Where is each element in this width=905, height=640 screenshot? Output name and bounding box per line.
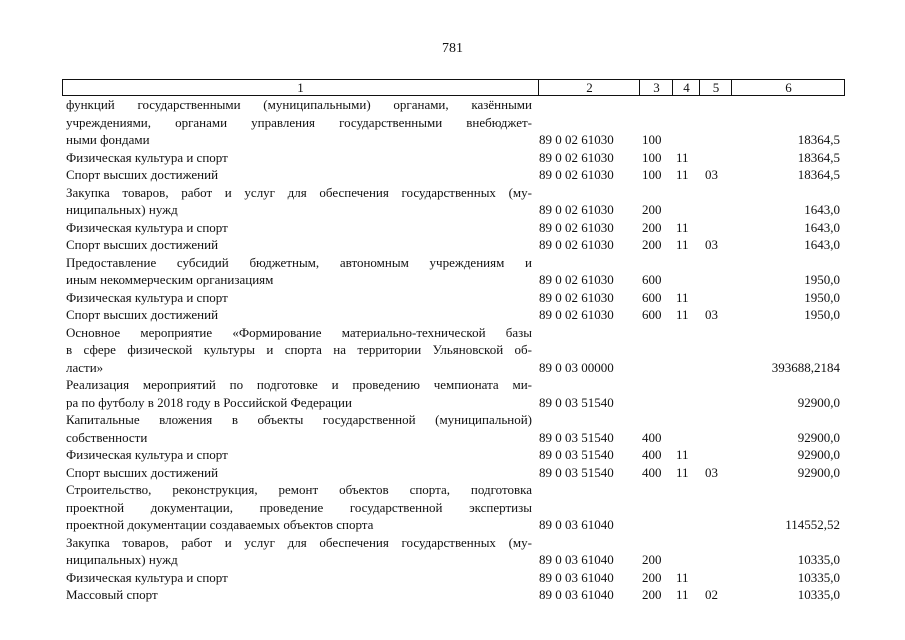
table-row bbox=[62, 464, 845, 482]
description-line: Закупка товаров, работ и услуг для обеспечения государственных (му- bbox=[66, 184, 532, 200]
expense-type: 200 bbox=[642, 219, 662, 235]
section: 11 bbox=[676, 587, 689, 602]
description-line: Физическая культура и спорт bbox=[66, 447, 228, 462]
section: 11 bbox=[676, 447, 689, 462]
header-col-6: 6 bbox=[731, 80, 845, 95]
subsection: 03 bbox=[705, 307, 718, 322]
section: 11 bbox=[676, 167, 689, 182]
table-row bbox=[62, 569, 845, 587]
description-line: Спорт высших достижений bbox=[66, 307, 219, 322]
description-line: функций государственными (муниципальными) органами, казёнными bbox=[66, 97, 532, 112]
table-row bbox=[62, 411, 845, 446]
table-header bbox=[62, 79, 845, 96]
expense-type: 200 bbox=[642, 237, 662, 252]
description-line: в сфере физической культуры и спорта на территории Ульяновской об- bbox=[66, 342, 532, 357]
target-code: 89 0 02 61030 bbox=[539, 272, 614, 287]
description-line: проектной документации создаваемых объектов спорта bbox=[66, 517, 374, 532]
table-row bbox=[62, 219, 845, 237]
table-row bbox=[62, 376, 845, 411]
target-code: 89 0 02 61030 bbox=[539, 289, 614, 305]
description-line: Спорт высших достижений bbox=[66, 464, 219, 480]
section: 11 bbox=[676, 569, 689, 585]
row-description bbox=[62, 236, 532, 254]
amount: 92900,0 bbox=[797, 447, 840, 462]
section: 11 bbox=[676, 237, 689, 252]
description-line: ра по футболу в 2018 году в Российской Федерации bbox=[66, 394, 352, 410]
description-line: ниципальных) нужд bbox=[66, 202, 178, 217]
expense-type: 200 bbox=[642, 552, 662, 567]
description-line: учреждениями, органами управления государственными внебюджет- bbox=[66, 114, 532, 130]
target-code: 89 0 03 61040 bbox=[539, 587, 614, 602]
description-line: Спорт высших достижений bbox=[66, 167, 219, 182]
target-code: 89 0 02 61030 bbox=[539, 307, 614, 322]
description-line: проектной документации, проведение государственной экспертизы bbox=[66, 499, 532, 515]
target-code: 89 0 02 61030 bbox=[539, 167, 614, 182]
target-code: 89 0 02 61030 bbox=[539, 132, 614, 147]
row-description bbox=[62, 481, 532, 534]
table-row bbox=[62, 236, 845, 254]
amount: 92900,0 bbox=[797, 394, 840, 410]
expense-type: 200 bbox=[642, 587, 662, 602]
description-line: собственности bbox=[66, 429, 148, 445]
header-col-4: 4 bbox=[672, 80, 700, 95]
target-code: 89 0 03 61040 bbox=[539, 517, 614, 532]
row-description bbox=[62, 166, 532, 184]
expense-type: 200 bbox=[642, 569, 662, 585]
target-code: 89 0 02 61030 bbox=[539, 219, 614, 235]
row-description bbox=[62, 376, 532, 411]
table-row bbox=[62, 306, 845, 324]
row-description bbox=[62, 149, 532, 167]
amount: 10335,0 bbox=[797, 587, 840, 602]
section: 11 bbox=[676, 289, 689, 305]
amount: 10335,0 bbox=[797, 552, 840, 567]
row-description bbox=[62, 534, 532, 569]
expense-type: 200 bbox=[642, 202, 662, 217]
expense-type: 100 bbox=[642, 132, 662, 147]
expense-type: 600 bbox=[642, 289, 662, 305]
description-line: Массовый спорт bbox=[66, 587, 158, 602]
target-code: 89 0 03 51540 bbox=[539, 447, 614, 462]
expense-type: 600 bbox=[642, 307, 662, 322]
target-code: 89 0 03 61040 bbox=[539, 569, 614, 585]
expense-type: 400 bbox=[642, 447, 662, 462]
amount: 1643,0 bbox=[804, 237, 840, 252]
table-row bbox=[62, 96, 845, 149]
subsection: 03 bbox=[705, 464, 718, 480]
header-col-5: 5 bbox=[699, 80, 732, 95]
table-row bbox=[62, 446, 845, 464]
amount: 92900,0 bbox=[797, 464, 840, 480]
target-code: 89 0 02 61030 bbox=[539, 237, 614, 252]
table-row bbox=[62, 184, 845, 219]
row-description bbox=[62, 289, 532, 307]
description-line: иным некоммерческим организациям bbox=[66, 272, 274, 287]
description-line: Закупка товаров, работ и услуг для обеспечения государственных (му- bbox=[66, 534, 532, 550]
row-description bbox=[62, 306, 532, 324]
section: 11 bbox=[676, 149, 689, 165]
amount: 393688,2184 bbox=[771, 359, 840, 375]
description-line: ниципальных) нужд bbox=[66, 552, 178, 567]
description-line: Физическая культура и спорт bbox=[66, 219, 228, 235]
target-code: 89 0 03 51540 bbox=[539, 394, 614, 410]
expense-type: 400 bbox=[642, 429, 662, 445]
description-line: Физическая культура и спорт bbox=[66, 569, 228, 585]
row-description bbox=[62, 254, 532, 289]
row-description bbox=[62, 569, 532, 587]
subsection: 03 bbox=[705, 237, 718, 252]
table-row bbox=[62, 289, 845, 307]
row-description bbox=[62, 324, 532, 377]
expense-type: 100 bbox=[642, 167, 662, 182]
amount: 18364,5 bbox=[797, 167, 840, 182]
subsection: 03 bbox=[705, 167, 718, 182]
target-code: 89 0 03 00000 bbox=[539, 359, 614, 375]
table-row bbox=[62, 481, 845, 534]
subsection: 02 bbox=[705, 587, 718, 602]
row-description bbox=[62, 446, 532, 464]
amount: 92900,0 bbox=[797, 429, 840, 445]
description-line: Предоставление субсидий бюджетным, автономным учреждениям и bbox=[66, 254, 532, 270]
description-line: Капитальные вложения в объекты государственной (муниципальной) bbox=[66, 412, 532, 427]
amount: 1950,0 bbox=[804, 289, 840, 305]
section: 11 bbox=[676, 464, 689, 480]
table-body bbox=[62, 96, 845, 604]
row-description bbox=[62, 184, 532, 219]
expense-type: 400 bbox=[642, 464, 662, 480]
expense-type: 600 bbox=[642, 272, 662, 287]
table-row bbox=[62, 166, 845, 184]
target-code: 89 0 03 51540 bbox=[539, 464, 614, 480]
description-line: Физическая культура и спорт bbox=[66, 289, 228, 305]
table-row bbox=[62, 149, 845, 167]
target-code: 89 0 02 61030 bbox=[539, 149, 614, 165]
amount: 1950,0 bbox=[804, 272, 840, 287]
amount: 18364,5 bbox=[797, 149, 840, 165]
section: 11 bbox=[676, 219, 689, 235]
target-code: 89 0 03 51540 bbox=[539, 429, 614, 445]
table-row bbox=[62, 586, 845, 604]
description-line: Строительство, реконструкция, ремонт объектов спорта, подготовка bbox=[66, 482, 532, 497]
target-code: 89 0 02 61030 bbox=[539, 202, 614, 217]
description-line: Физическая культура и спорт bbox=[66, 149, 228, 165]
section: 11 bbox=[676, 307, 689, 322]
description-line: Реализация мероприятий по подготовке и проведению чемпионата ми- bbox=[66, 377, 532, 392]
header-col-2: 2 bbox=[538, 80, 640, 95]
table-row bbox=[62, 324, 845, 377]
amount: 114552,52 bbox=[785, 517, 840, 532]
table-row bbox=[62, 254, 845, 289]
table-row bbox=[62, 534, 845, 569]
header-col-3: 3 bbox=[639, 80, 673, 95]
description-line: Спорт высших достижений bbox=[66, 237, 219, 252]
header-col-1: 1 bbox=[297, 80, 304, 95]
row-description bbox=[62, 586, 532, 604]
amount: 1643,0 bbox=[804, 219, 840, 235]
row-description bbox=[62, 411, 532, 446]
description-line: Основное мероприятие «Формирование материально-технической базы bbox=[66, 324, 532, 340]
row-description bbox=[62, 464, 532, 482]
amount: 1643,0 bbox=[804, 202, 840, 217]
amount: 18364,5 bbox=[797, 132, 840, 147]
amount: 10335,0 bbox=[797, 569, 840, 585]
description-line: ными фондами bbox=[66, 132, 150, 147]
row-description bbox=[62, 219, 532, 237]
description-line: ласти» bbox=[66, 359, 104, 375]
target-code: 89 0 03 61040 bbox=[539, 552, 614, 567]
amount: 1950,0 bbox=[804, 307, 840, 322]
expense-type: 100 bbox=[642, 149, 662, 165]
row-description bbox=[62, 96, 532, 149]
page-number: 781 bbox=[442, 41, 463, 56]
